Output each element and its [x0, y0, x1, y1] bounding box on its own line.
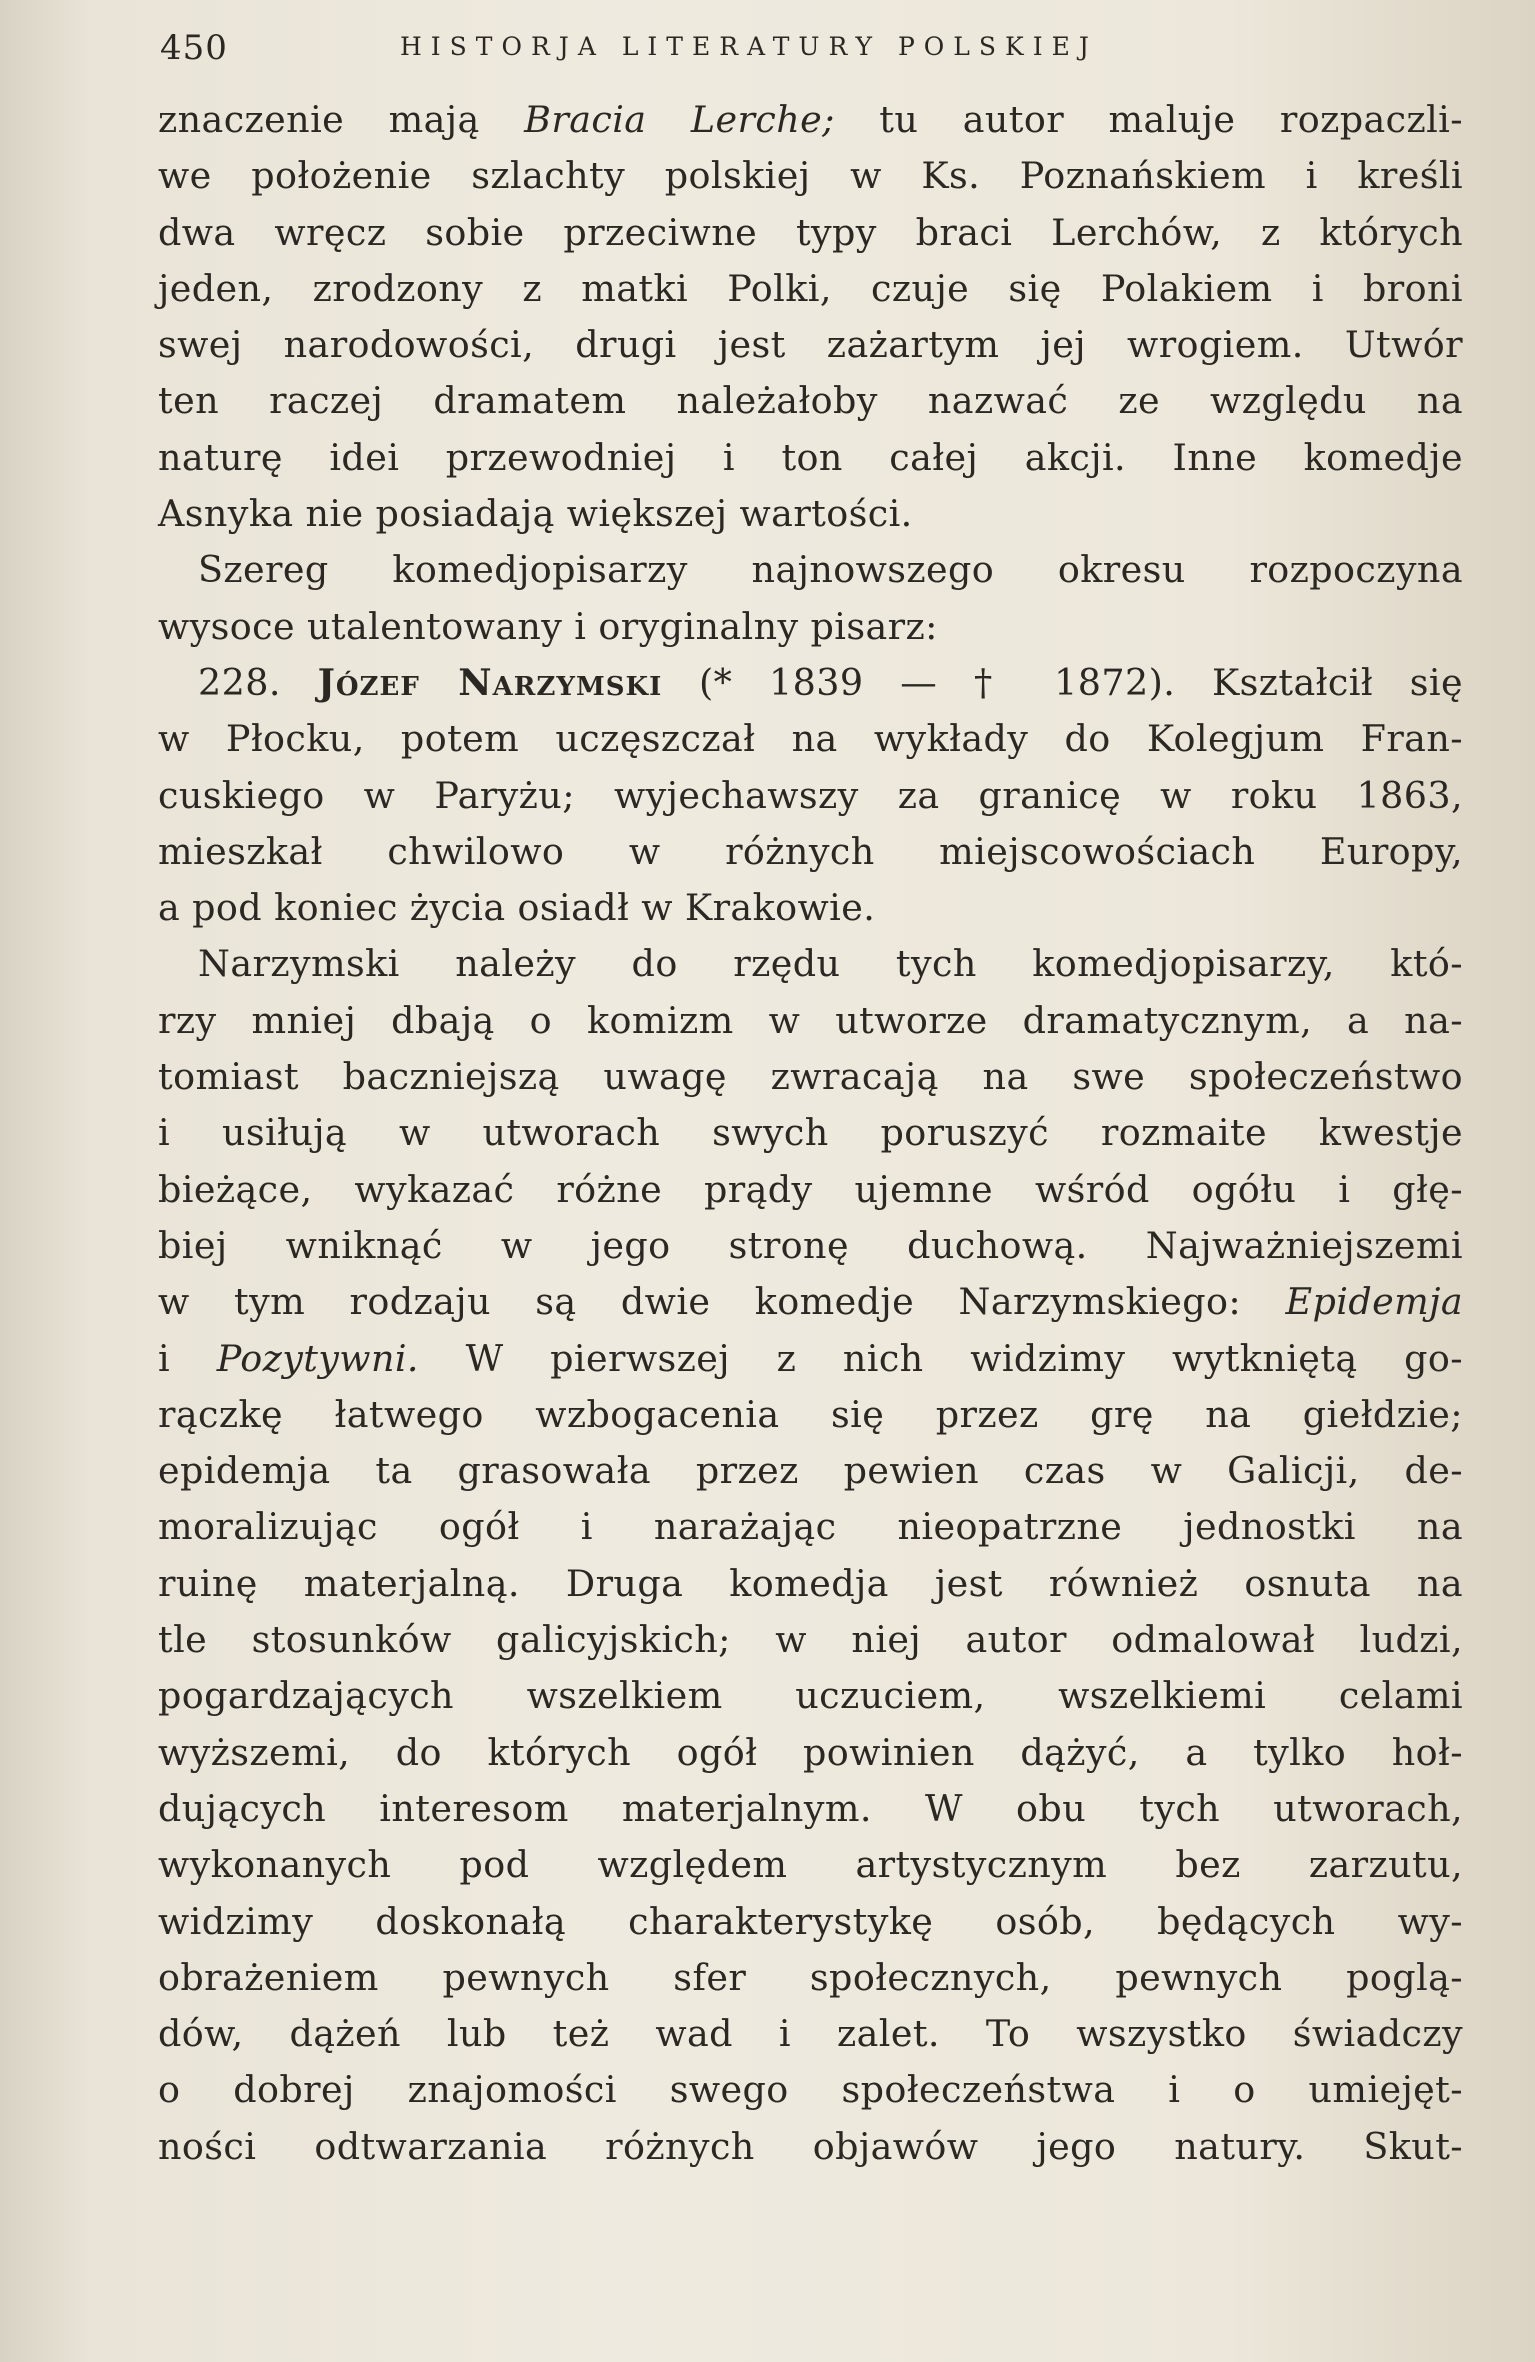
paragraph-start-line: Szereg komedjopisarzy najnowszego okresu rozpoczyna	[198, 548, 1463, 592]
text-line: naturę idei przewodniej i ton całej akcji. Inne komedje	[158, 435, 1463, 479]
text-line: rzy mniej dbają o komizm w utworze dramatycznym, a na-	[158, 998, 1463, 1042]
text-line: tomiast baczniejszą uwagę zwracają na swe społeczeństwo	[158, 1055, 1463, 1099]
text-line: w Płocku, potem uczęszczał na wykłady do Kolegjum Fran-	[158, 717, 1463, 761]
text-line: dów, dążeń lub też wad i zalet. To wszystko świadczy	[158, 2012, 1463, 2056]
paragraph-start-line: Narzymski należy do rzędu tych komedjopisarzy, któ-	[198, 942, 1463, 986]
text-line: wyższemi, do których ogół powinien dążyć, a tylko hoł-	[158, 1730, 1463, 1774]
text-line: wykonanych pod względem artystycznym bez zarzutu,	[158, 1843, 1463, 1887]
text-line: i usiłują w utworach swych poruszyć rozmaite kwestje	[158, 1111, 1463, 1155]
text-line: bieżące, wykazać różne prądy ujemne wśród ogółu i głę-	[158, 1167, 1463, 1211]
text-line: ności odtwarzania różnych objawów jego natury. Skut-	[158, 2124, 1463, 2168]
text-line: w tym rodzaju są dwie komedje Narzymskiego: Epidemja	[158, 1280, 1463, 1324]
section-number: 228.	[198, 660, 318, 704]
section-heading-line: 228. Józef Narzymski (* 1839 — † 1872). Kształcił się	[198, 660, 1463, 704]
page-number: 450	[160, 28, 228, 68]
work-title-pozytywni: Pozytywni.	[216, 1336, 419, 1380]
running-head-title: HISTORJA LITERATURY POLSKIEJ	[400, 32, 1098, 61]
text-line: Asnyka nie posiadają większej wartości.	[158, 492, 913, 536]
text-line: we położenie szlachty polskiej w Ks. Poznańskiem i kreśli	[158, 154, 1463, 198]
author-name: Józef Narzymski	[317, 660, 663, 704]
work-title-epidemja: Epidemja	[1285, 1280, 1463, 1324]
body-text	[158, 92, 1463, 2175]
text-line: pogardzających wszelkiem uczuciem, wszelkiemi celami	[158, 1674, 1463, 1718]
text-line: rączkę łatwego wzbogacenia się przez grę na giełdzie;	[158, 1392, 1463, 1436]
text-line: cuskiego w Paryżu; wyjechawszy za granicę w roku 1863,	[158, 773, 1463, 817]
text-line: tle stosunków galicyjskich; w niej autor odmalował ludzi,	[158, 1618, 1463, 1662]
text-line: jeden, zrodzony z matki Polki, czuje się Polakiem i broni	[158, 266, 1463, 310]
text-line: a pod koniec życia osiadł w Krakowie.	[158, 886, 876, 930]
text-line: epidemja ta grasowała przez pewien czas w Galicji, de-	[158, 1449, 1463, 1493]
work-title-bracia-lerche: Bracia Lerche;	[524, 98, 835, 141]
text-line: wysoce utalentowany i oryginalny pisarz:	[158, 604, 938, 648]
text-line: biej wniknąć w jego stronę duchową. Najważniejszemi	[158, 1223, 1463, 1267]
text-line: ten raczej dramatem należałoby nazwać ze względu na	[158, 379, 1463, 423]
text-line: ruinę materjalną. Druga komedja jest również osnuta na	[158, 1561, 1463, 1605]
text-line: mieszkał chwilowo w różnych miejscowościach Europy,	[158, 829, 1463, 873]
text-line: obrażeniem pewnych sfer społecznych, pewnych poglą-	[158, 1955, 1463, 1999]
text-line: swej narodowości, drugi jest zażartym jej wrogiem. Utwór	[158, 323, 1463, 367]
text-line: o dobrej znajomości swego społeczeństwa i o umiejęt-	[158, 2068, 1463, 2112]
text-line: znaczenie mają Bracia Lerche; tu autor maluje rozpaczli-	[158, 98, 1463, 141]
text-line: dwa wręcz sobie przeciwne typy braci Lerchów, z których	[158, 210, 1463, 254]
text-line: widzimy doskonałą charakterystykę osób, będących wy-	[158, 1899, 1463, 1943]
text-line: i Pozytywni. W pierwszej z nich widzimy wytkniętą go-	[158, 1336, 1464, 1380]
text-line: moralizując ogół i narażając nieopatrzne jednostki na	[158, 1505, 1463, 1549]
running-head	[160, 28, 1470, 68]
text-line: dujących interesom materjalnym. W obu tych utworach,	[158, 1786, 1463, 1830]
